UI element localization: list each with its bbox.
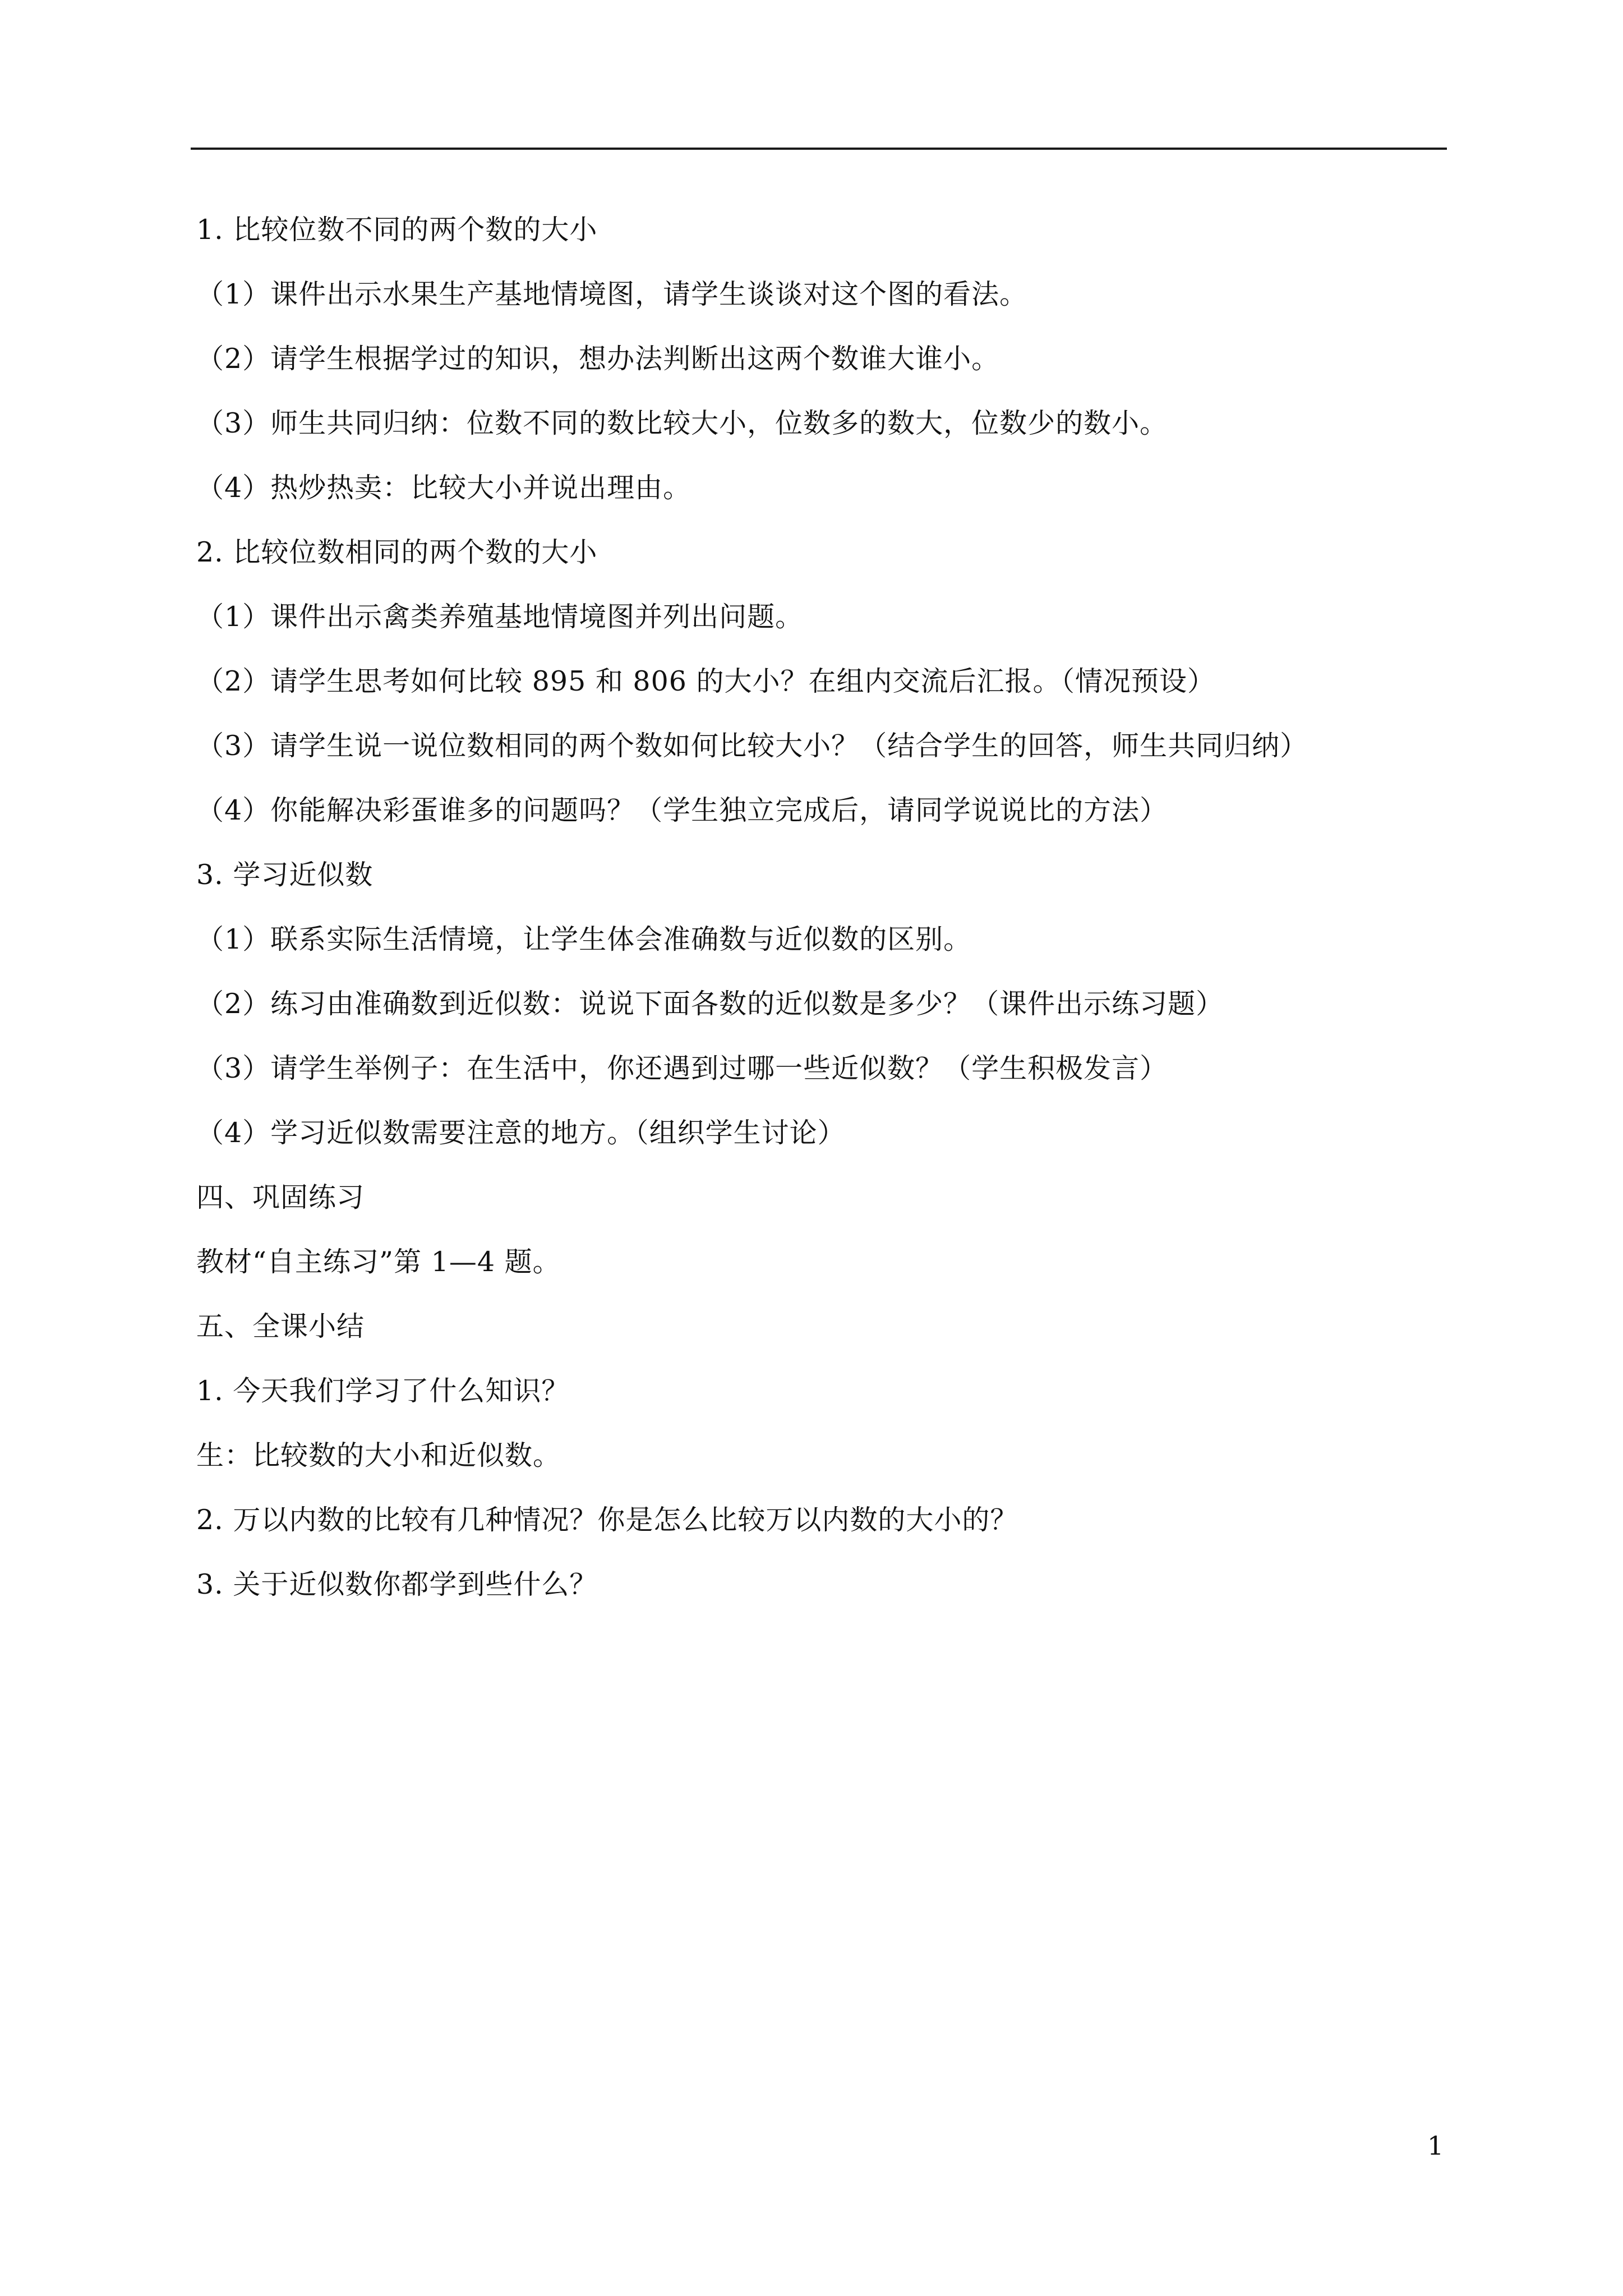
section-heading: 1. 比较位数不同的两个数的大小 xyxy=(196,214,598,246)
list-item: （2）请学生根据学过的知识，想办法判断出这两个数谁大谁小。 xyxy=(196,343,1000,375)
section-heading: 2. 比较位数相同的两个数的大小 xyxy=(196,536,598,568)
header-rule xyxy=(191,148,1447,150)
paragraph: 教材“自主练习”第 1—4 题。 xyxy=(196,1246,561,1278)
list-item: （3）师生共同归纳：位数不同的数比较大小，位数多的数大，位数少的数小。 xyxy=(196,407,1168,439)
list-item: （4）你能解决彩蛋谁多的问题吗？（学生独立完成后，请同学说说比的方法） xyxy=(196,794,1168,826)
page-number: 1 xyxy=(1427,2131,1444,2161)
list-item: （4）热炒热卖：比较大小并说出理由。 xyxy=(196,472,691,504)
list-item: 3. 关于近似数你都学到些什么？ xyxy=(196,1568,598,1600)
list-item: 1. 今天我们学习了什么知识？ xyxy=(196,1375,570,1407)
list-item: （3）请学生举例子：在生活中，你还遇到过哪一些近似数？（学生积极发言） xyxy=(196,1052,1168,1084)
list-item: （2）请学生思考如何比较 895 和 806 的大小？在组内交流后汇报。（情况预设） xyxy=(196,665,1216,697)
list-item: （4）学习近似数需要注意的地方。（组织学生讨论） xyxy=(196,1117,846,1149)
section-heading: 五、全课小结 xyxy=(196,1310,365,1342)
list-item: （1）联系实际生活情境，让学生体会准确数与近似数的区别。 xyxy=(196,923,972,955)
list-item: 2. 万以内数的比较有几种情况？你是怎么比较万以内数的大小的？ xyxy=(196,1504,1018,1536)
section-heading: 3. 学习近似数 xyxy=(196,859,374,891)
list-item: （1）课件出示水果生产基地情境图，请学生谈谈对这个图的看法。 xyxy=(196,278,1028,310)
list-item: （3）请学生说一说位数相同的两个数如何比较大小？（结合学生的回答，师生共同归纳） xyxy=(196,730,1308,762)
paragraph: 生：比较数的大小和近似数。 xyxy=(196,1439,561,1471)
list-item: （1）课件出示禽类养殖基地情境图并列出问题。 xyxy=(196,601,804,633)
section-heading: 四、巩固练习 xyxy=(196,1181,365,1213)
list-item: （2）练习由准确数到近似数：说说下面各数的近似数是多少？（课件出示练习题） xyxy=(196,988,1224,1020)
